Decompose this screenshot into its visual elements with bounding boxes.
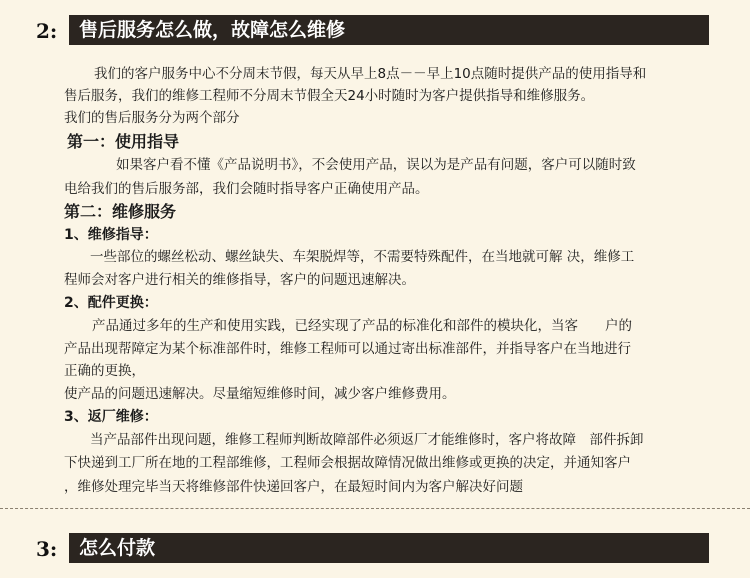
section-2-header: [0, 15, 750, 55]
part-2-heading: 第二：维修服务: [64, 202, 177, 221]
section-divider: [0, 508, 750, 509]
item-2-title: 2、配件更换：: [64, 295, 158, 311]
intro-line-3: 我们的售后服务分为两个部分: [64, 110, 240, 126]
item-3-line-1: 当产品部件出现问题，维修工程师判断故障部件必须返厂才能维修时，客户将故障 部件拆卸: [90, 432, 644, 448]
section-3-title: 怎么付款: [69, 533, 709, 563]
item-2-line-4: 使产品的问题迅速解决。尽量缩短维修时间，减少客户维修费用。: [64, 386, 456, 402]
section-2-title: 售后服务怎么做，故障怎么维修: [69, 15, 709, 45]
item-1-line-2: 程师会对客户进行相关的维修指导，客户的问题迅速解决。: [64, 272, 415, 288]
item-3-title: 3、返厂维修：: [64, 409, 158, 425]
item-2-line-3: 正确的更换，: [64, 363, 145, 379]
part-1-line-2: 电给我们的售后服务部，我们会随时指导客户正确使用产品。: [64, 181, 429, 197]
section-3-number: 3:: [36, 537, 58, 561]
part-1-line-1: 如果客户看不懂《产品说明书》，不会使用产品，误以为是产品有问题，客户可以随时致: [116, 157, 636, 173]
item-2-line-1: 产品通过多年的生产和使用实践，已经实现了产品的标准化和部件的模块化，当客 户的: [92, 318, 632, 334]
item-3-line-3: ，维修处理完毕当天将维修部件快递回客户，在最短时间内为客户解决好问题: [64, 479, 523, 495]
section-3-header: [0, 533, 750, 573]
part-1-heading: 第一：使用指导: [67, 132, 180, 151]
item-1-line-1: 一些部位的螺丝松动、螺丝缺失、车架脱焊等，不需要特殊配件，在当地就可解 决，维修工: [90, 249, 635, 265]
intro-line-2: 售后服务，我们的维修工程师不分周末节假全天24小时随时为客户提供指导和维修服务。: [64, 88, 595, 104]
item-3-line-2: 下快递到工厂所在地的工程部维修，工程师会根据故障情况做出维修或更换的决定，并通知客户: [64, 455, 631, 471]
section-2-number: 2:: [36, 19, 58, 43]
item-2-line-2: 产品出现帮障定为某个标准部件时，维修工程师可以通过寄出标准部件，并指导客户在当地进行: [64, 341, 631, 357]
intro-line-1: 我们的客户服务中心不分周末节假，每天从早上8点－－早上10点随时提供产品的使用指导和: [94, 66, 647, 82]
item-1-title: 1、维修指导：: [64, 227, 158, 243]
